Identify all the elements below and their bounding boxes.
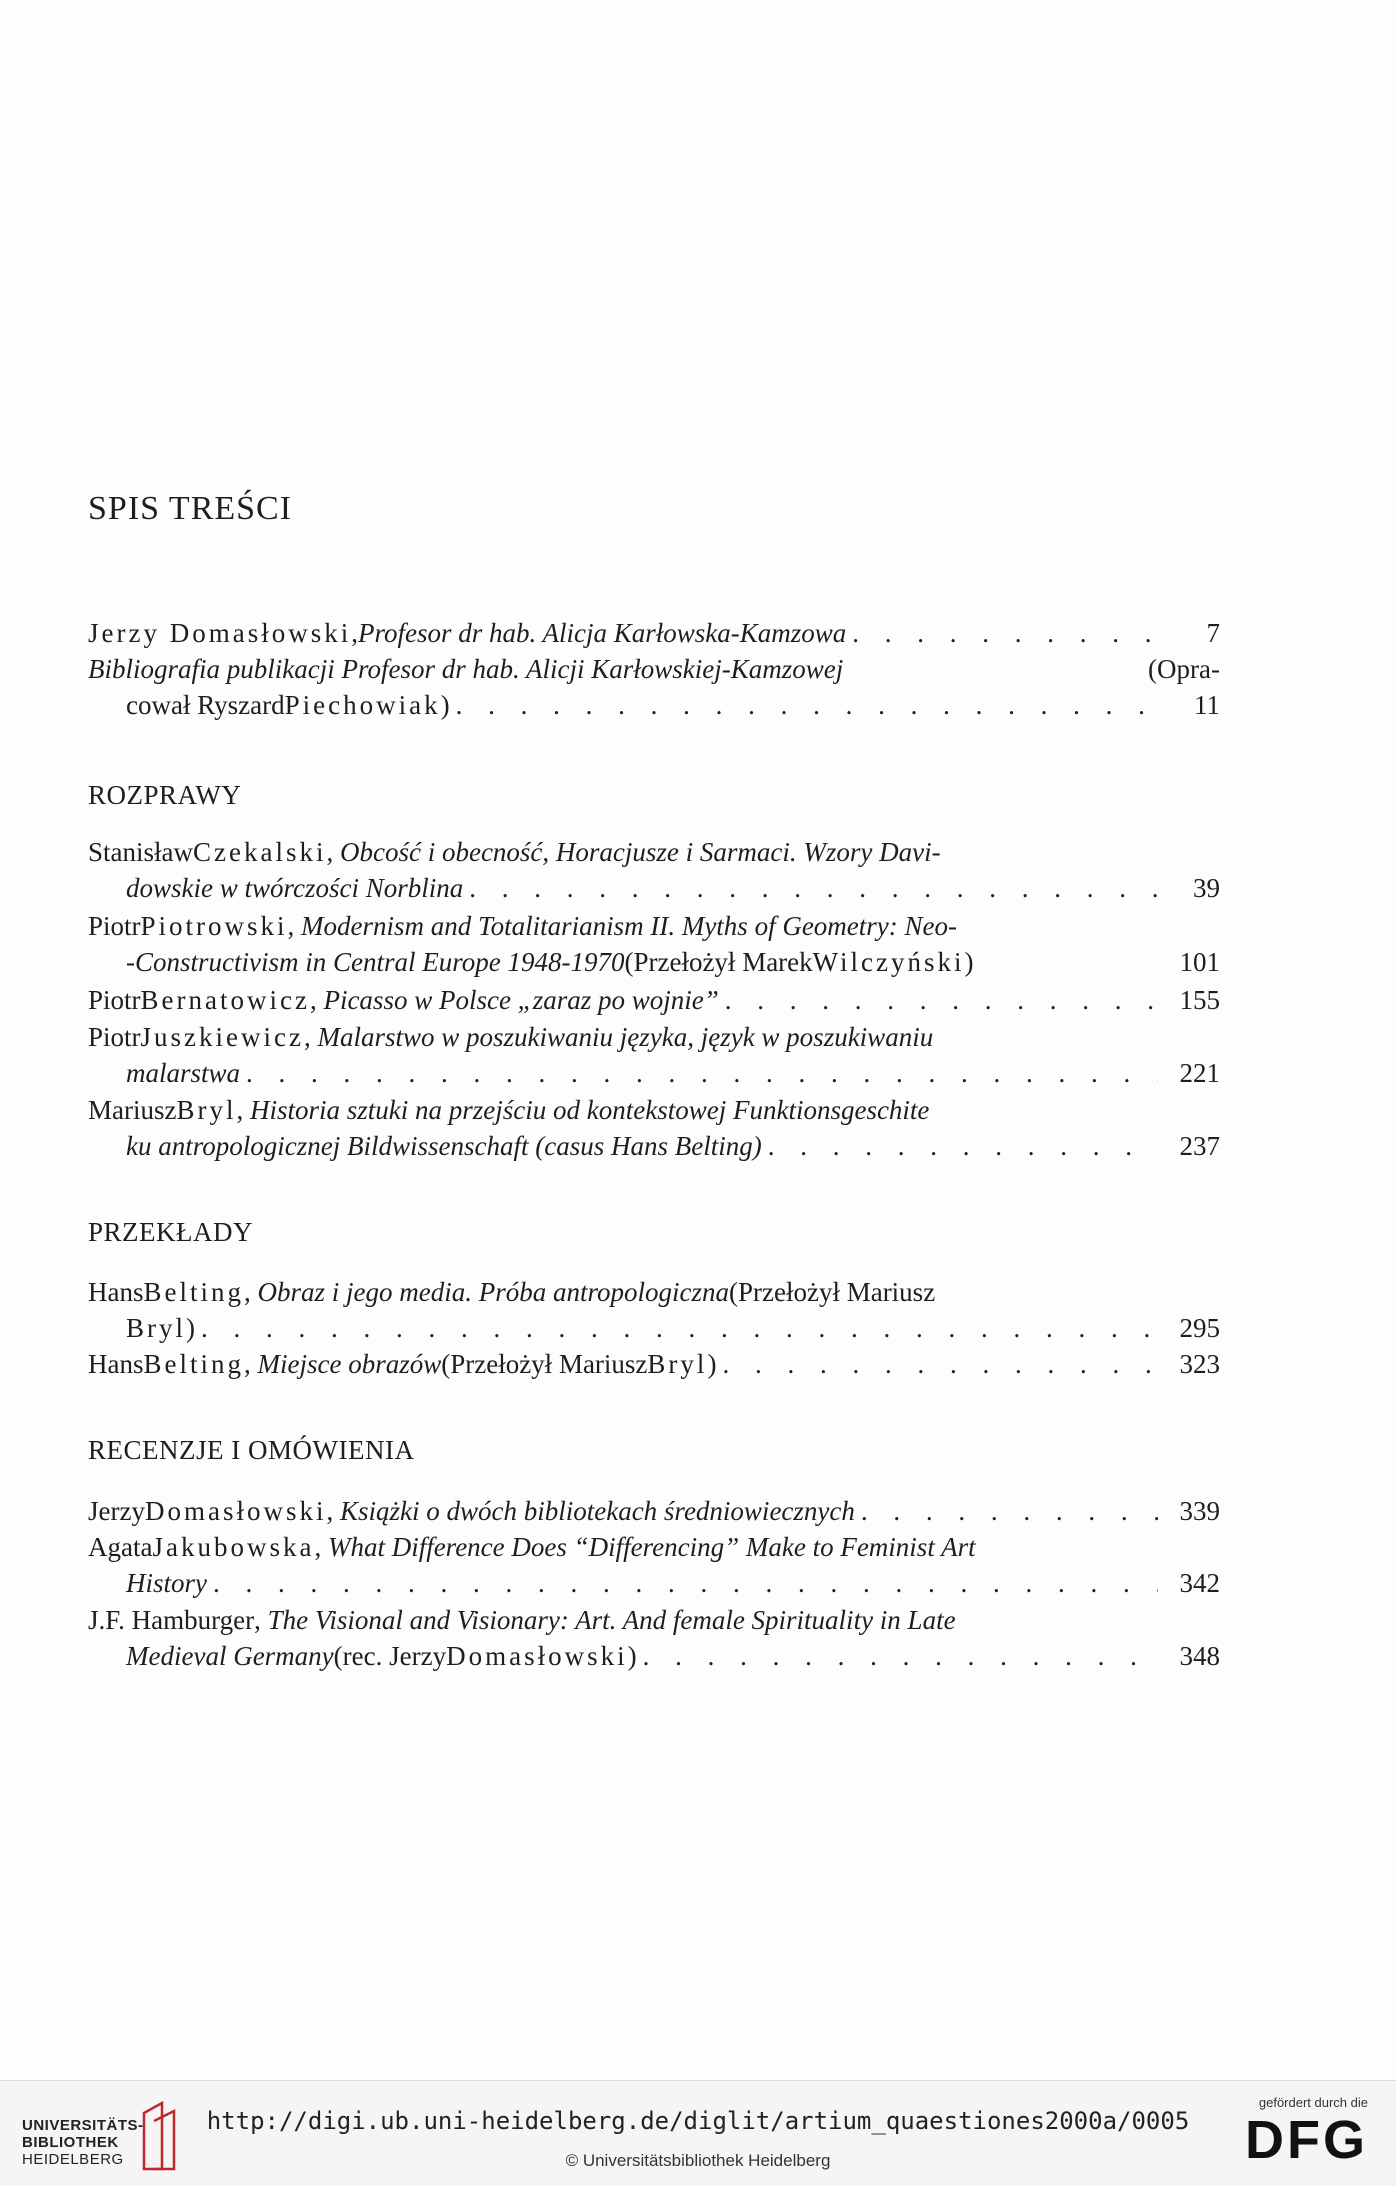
page-number: 11 xyxy=(1194,690,1220,720)
page-number: 342 xyxy=(1179,1568,1220,1598)
leader-dots xyxy=(722,1346,1158,1382)
page-number: 323 xyxy=(1179,1349,1220,1379)
entry-title: What Difference Does “Differencing” Make to Feminist Art xyxy=(327,1532,976,1562)
page-number: 221 xyxy=(1179,1058,1220,1088)
entry-title: Obcość i obecność, Horacjusze i Sarmaci. Wzory Davi- xyxy=(339,837,941,867)
toc-entry[interactable]: Jerzy Domasłowski , Profesor dr hab. Alicja Karłowska-Kamzowa . . . 7 xyxy=(88,615,1220,651)
page-number: 295 xyxy=(1179,1313,1220,1343)
toc-entry[interactable]: J.F. Hamburger , The Visional and Visionary: Art. And female Spirituality in Late Medieval Germany (rec. Jerzy Domasłowski ) . . . 348 xyxy=(88,1602,1220,1674)
leader-dots xyxy=(725,982,1158,1018)
page-number: 7 xyxy=(1206,618,1220,648)
entry-title: The Visional and Visionary: Art. And female Spirituality in Late xyxy=(267,1605,956,1635)
footer-bar xyxy=(0,2080,1396,2186)
toc-entry[interactable]: Piotr Juszkiewicz , Malarstwo w poszukiwaniu języka, język w poszukiwaniu malarstwa . . . 221 xyxy=(88,1019,1220,1091)
entry-title: Miejsce obrazów xyxy=(257,1349,442,1379)
entry-author: Bryl xyxy=(176,1095,237,1125)
entry-author: Belting xyxy=(143,1277,244,1307)
section-heading-rozprawy: ROZPRAWY xyxy=(88,780,242,810)
page-number: 348 xyxy=(1179,1641,1220,1671)
leader-dots xyxy=(246,1055,1158,1091)
page-number: 155 xyxy=(1179,985,1220,1015)
entry-author: Czekalski xyxy=(193,837,327,867)
leader-dots xyxy=(861,1493,1158,1529)
entry-title: Profesor dr hab. Alicja Karłowska-Kamzowa xyxy=(357,618,847,648)
toc-entry[interactable]: Agata Jakubowska , What Difference Does “Differencing” Make to Feminist Art History . . . 342 xyxy=(88,1529,1220,1601)
library-logo[interactable]: UNIVERSITÄTS- BIBLIOTHEK HEIDELBERG xyxy=(22,2117,144,2168)
entry-title: Bibliografia publikacji Profesor dr hab. Alicji Karłowskiej-Kamzowej xyxy=(88,654,844,684)
entry-author: Piechowiak xyxy=(284,690,441,720)
page-title: SPIS TREŚCI xyxy=(88,490,293,527)
entry-author: Domasłowski xyxy=(144,1496,327,1526)
copyright-notice: © Universitätsbibliothek Heidelberg xyxy=(565,2151,831,2170)
leader-dots xyxy=(852,615,1158,651)
entry-author: Juszkiewicz xyxy=(140,1022,304,1052)
toc-entry[interactable]: Hans Belting , Miejsce obrazów (Przełożył Mariusz Bryl ) . . . 323 xyxy=(88,1346,1220,1382)
leader-dots xyxy=(201,1310,1158,1346)
toc-entry[interactable]: Mariusz Bryl , Historia sztuki na przejściu od kontekstowej Funktionsgeschite ku antropologicznej Bildwissenschaft (casus Hans Belting) . . . 237 xyxy=(88,1092,1220,1164)
toc-entry[interactable]: Jerzy Domasłowski , Książki o dwóch bibliotekach średniowiecznych . . . 339 xyxy=(88,1493,1220,1529)
section-heading-przeklady: PRZEKŁADY xyxy=(88,1217,253,1247)
leader-dots xyxy=(469,870,1158,906)
toc-entry[interactable]: Piotr Bernatowicz , Picasso w Polsce „zaraz po wojnie” . . . 155 xyxy=(88,982,1220,1018)
entry-author: Belting xyxy=(143,1349,244,1379)
entry-title: Obraz i jego media. Próba antropologiczna xyxy=(257,1277,729,1307)
entry-title: Malarstwo w poszukiwaniu języka, język w poszukiwaniu xyxy=(317,1022,934,1052)
toc-entry[interactable]: Bibliografia publikacji Profesor dr hab. Alicji Karłowskiej-Kamzowej (Opra- cował Ryszard Piechowiak ) . . . 11 xyxy=(88,651,1220,723)
leader-dots xyxy=(456,687,1158,723)
toc-entry[interactable]: Piotr Piotrowski , Modernism and Totalitarianism II. Myths of Geometry: Neo- -Constructivism in Central Europe 1948-1970 (Przełożył Marek Wilczyński ) 101 xyxy=(88,908,1220,980)
entry-title: Modernism and Totalitarianism II. Myths of Geometry: Neo- xyxy=(301,911,957,941)
entry-title: Historia sztuki na przejściu od kontekstowej Funktionsgeschite xyxy=(250,1095,930,1125)
page-number: 237 xyxy=(1179,1131,1220,1161)
leader-dots xyxy=(643,1638,1158,1674)
toc-entry[interactable]: Hans Belting , Obraz i jego media. Próba antropologiczna (Przełożył Mariusz Bryl ) . . . 295 xyxy=(88,1274,1220,1346)
section-heading-recenzje: RECENZJE I OMÓWIENIA xyxy=(88,1435,415,1465)
page-number: 39 xyxy=(1193,873,1220,903)
entry-author: Bernatowicz xyxy=(140,985,310,1015)
leader-dots xyxy=(213,1565,1158,1601)
page-number: 101 xyxy=(1179,947,1220,977)
entry-title: Picasso w Polsce „zaraz po wojnie” xyxy=(323,985,719,1015)
toc-entry[interactable]: Stanisław Czekalski , Obcość i obecność, Horacjusze i Sarmaci. Wzory Davi- dowskie w twórczości Norblina . . . 39 xyxy=(88,834,1220,906)
entry-title: Książki o dwóch bibliotekach średniowiecznych xyxy=(339,1496,855,1526)
permalink-url[interactable]: http://digi.ub.uni-heidelberg.de/diglit/artium_quaestiones2000a/0005 xyxy=(206,2107,1190,2135)
page-number: 339 xyxy=(1179,1496,1220,1526)
entry-author: Jerzy Domasłowski xyxy=(88,618,352,648)
entry-author: Piotrowski xyxy=(140,911,288,941)
dfg-logo[interactable]: gefördert durch die DFG xyxy=(1245,2095,1368,2170)
entry-author: Jakubowska xyxy=(152,1532,315,1562)
leader-dots xyxy=(768,1128,1158,1164)
